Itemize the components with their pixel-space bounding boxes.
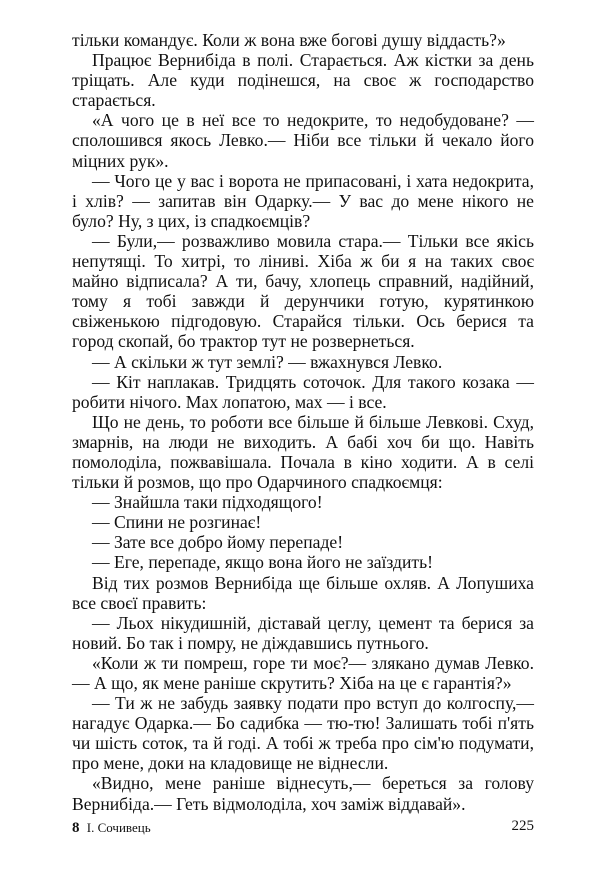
dialogue-line: — Ти ж не забудь заявку подати про вступ до колгоспу,— нагадує Одарка.— Бо садибка — тю-тю! Залишать тобі п'ять чи шість соток, та й годі. А тобі ж треба про сім'ю подумати, про мене, доки на кладовище не віднесли. [72,693,534,774]
paragraph: Працює Вернибіда в полі. Старається. Аж кістки за день тріщать. Але куди подінешся, на своє ж господарство старається. [72,50,534,111]
dialogue-line: — Зате все добро йому перепаде! [92,532,344,553]
dialogue-line: — Еге, перепаде, якщо вона його не заїздить! [92,552,433,573]
signature-text: І. Сочивець [86,820,151,835]
dialogue-line: — Льох нікудишній, діставай цеглу, цемент та берися за новий. Бо так і помру, не діждавшись путнього. [72,612,534,653]
dialogue-line: — А скільки ж тут землі? — вжахнувся Левко. [92,351,443,372]
paragraph: «Коли ж ти помреш, горе ти моє?— злякано думав Левко.— А що, як мене раніше скрутить? Хіба на це є гарантія?» [72,652,534,693]
dialogue-line: — Знайшла таки підходящого! [92,492,323,513]
dialogue-line: — Кіт наплакав. Тридцять соточок. Для такого козака — робити нічого. Мах лопатою, мах — і все. [72,371,534,412]
signature-number: 8 [72,820,80,836]
paragraph: «Видно, мене раніше віднесуть,— береться за голову Вернибіда.— Геть відмолоділа, хоч заміж віддавай». [72,773,534,814]
dialogue-line: — Були,— розважливо мовила стара.— Тільки все якісь непутящі. То хитрі, то ліниві. Хіба ж би я на таких своє майно відписала? А ти, бачу, хлопець справний, надійний, тому я тобі завжди й дерунчики готую, курятинкою свіженькою підгодовую. Старайся тільки. Ось берися та город скопай, бо трактор тут не розвернеться. [72,230,534,352]
paragraph: Що не день, то роботи все більше й більше Левкові. Схуд, змарнів, на люди не виходить. А бабі хоч би що. Навіть помолоділа, пожвавішала. Почала в кіно ходити. А в селі тільки й розмов, що про Одарчиного спадкоємця: [72,411,534,493]
signature-mark [72,820,151,837]
paragraph-continuation: тільки командує. Коли ж вона вже богові душу віддасть?» [72,30,506,50]
paragraph: «А чого це в неї все то недокрите, то недобудоване? — сполошився якось Левко.— Ніби все тільки й чекало його міцних рук». [72,110,534,171]
dialogue-line: — Чого це у вас і ворота не припасовані, і хата недокрита, і хлів? — запитав він Одарку.— У вас до мене нікого не було? Ну, з цих, із спадкоємців? [72,170,534,231]
body-text [72,30,534,814]
page-number: 225 [511,818,534,834]
paragraph: Від тих розмов Вернибіда ще більше охляв. А Лопушиха все своєї править: [72,572,534,613]
dialogue-line: — Спини не розгинає! [92,512,262,533]
